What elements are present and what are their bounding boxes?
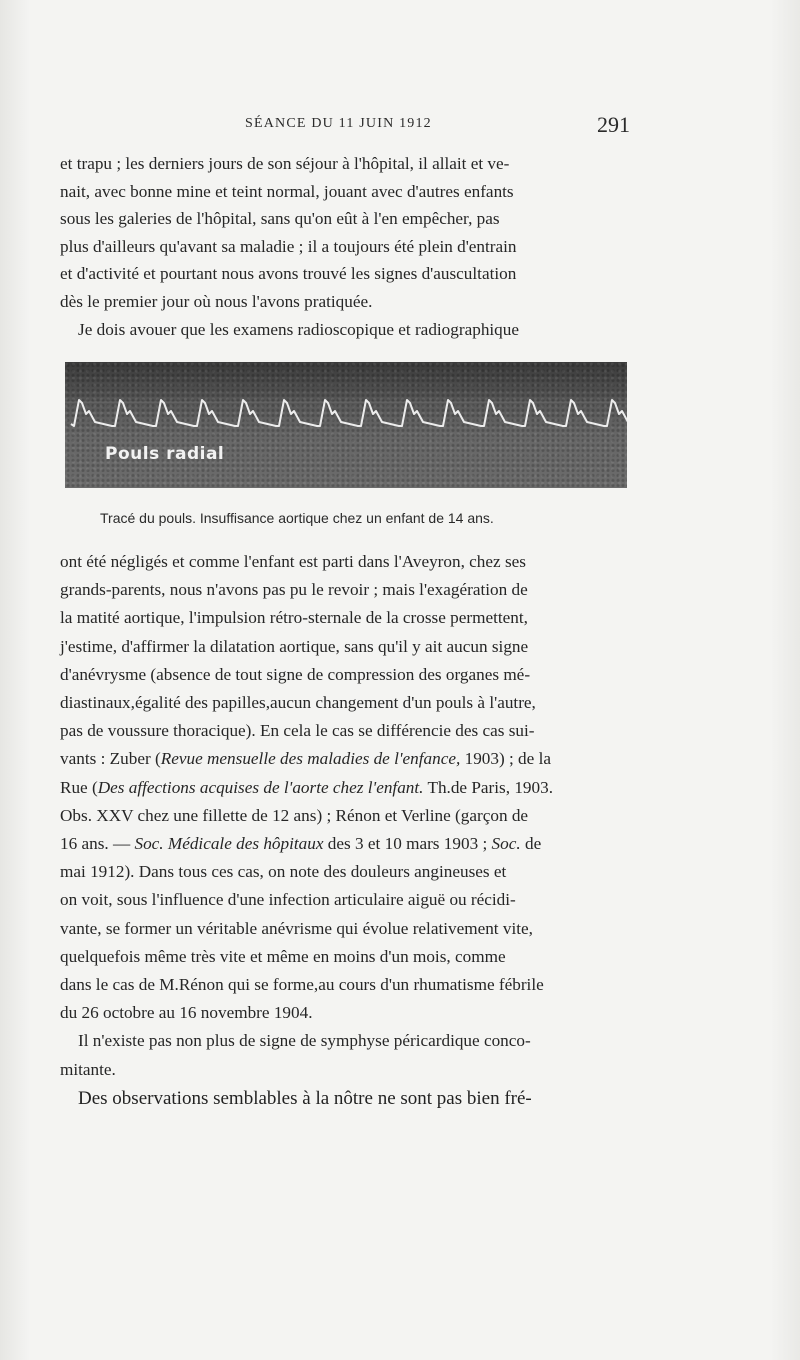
- text-line: quelquefois même très vite et même en moins d'un mois, comme: [60, 946, 506, 966]
- text-span: vants : Zuber (: [60, 749, 161, 769]
- text-line: j'estime, d'affirmer la dilatation aortique, sans qu'il y ait aucun signe: [60, 636, 529, 656]
- page-number: 291: [597, 112, 630, 137]
- text-line: [60, 774, 628, 802]
- figure-caption: Tracé du pouls. Insuffisance aortique chez un enfant de 14 ans.: [100, 510, 494, 526]
- text-line: plus d'ailleurs qu'avant sa maladie ; il a toujours été plein d'entrain: [60, 236, 517, 256]
- text-block-top: [60, 150, 628, 343]
- text-line: et trapu ; les derniers jours de son séjour à l'hôpital, il allait et ve-: [60, 154, 510, 173]
- text-line: sous les galeries de l'hôpital, sans qu'on eût à l'en empêcher, pas: [60, 209, 500, 229]
- text-line: dans le cas de M.Rénon qui se forme,au cours d'un rhumatisme fébrile: [60, 975, 544, 995]
- text-line: diastinaux,égalité des papilles,aucun changement d'un pouls à l'autre,: [60, 693, 536, 713]
- text-line: ont été négligés et comme l'enfant est parti dans l'Aveyron, chez ses: [60, 552, 526, 571]
- text-line: nait, avec bonne mine et teint normal, jouant avec d'autres enfants: [60, 181, 514, 201]
- running-head: SÉANCE DU 11 JUIN 1912: [245, 116, 432, 131]
- text-span: 1903) ; de la: [460, 749, 551, 769]
- text-line: et d'activité et pourtant nous avons trouvé les signes d'auscultation: [60, 264, 517, 284]
- figure-label: Pouls radial: [105, 444, 225, 464]
- text-line: mai 1912). Dans tous ces cas, on note des douleurs angineuses et: [60, 862, 507, 882]
- text-line: Obs. XXV chez une fillette de 12 ans) ; Rénon et Verline (garçon de: [60, 805, 529, 825]
- text-line: vante, se former un véritable anévrisme qui évolue relativement vite,: [60, 918, 533, 938]
- text-line: pas de voussure thoracique). En cela le cas se différencie des cas sui-: [60, 721, 535, 741]
- text-line: la matité aortique, l'impulsion rétro-sternale de la crosse permettent,: [60, 608, 528, 628]
- text-line: du 26 octobre au 16 novembre 1904.: [60, 1003, 313, 1023]
- pulse-waveform: [65, 362, 627, 488]
- citation-title: Soc. Médicale des hôpitaux: [134, 834, 324, 854]
- text-line: on voit, sous l'influence d'une infection articulaire aiguë ou récidi-: [60, 890, 516, 910]
- citation-title: Revue mensuelle des maladies de l'enfance,: [160, 749, 461, 769]
- citation-title: Soc.: [491, 834, 521, 854]
- text-line: Il n'existe pas non plus de signe de symphyse péricardique conco-: [78, 1031, 531, 1051]
- citation-title: Des affections acquises de l'aorte chez l'enfant.: [97, 777, 424, 797]
- text-line: [60, 745, 628, 773]
- text-span: des 3 et 10 mars 1903 ;: [323, 834, 492, 854]
- text-line: dès le premier jour où nous l'avons pratiquée.: [60, 291, 373, 311]
- text-line: mitante.: [60, 1059, 116, 1079]
- text-span: Rue (: [60, 777, 98, 797]
- text-line: grands-parents, nous n'avons pas pu le revoir ; mais l'exagération de: [60, 580, 528, 600]
- text-line: [60, 830, 628, 858]
- text-block-main: [60, 548, 628, 1084]
- text-line-final: Des observations semblables à la nôtre ne sont pas bien fré-: [78, 1088, 532, 1109]
- text-line: Je dois avouer que les examens radioscopique et radiographique: [78, 319, 520, 339]
- text-span: Th.de Paris, 1903.: [423, 777, 553, 797]
- text-span: de: [520, 834, 542, 854]
- pulse-tracing-figure: [65, 362, 627, 488]
- text-span: 16 ans. —: [60, 834, 135, 854]
- text-line: d'anévrysme (absence de tout signe de compression des organes mé-: [60, 664, 531, 684]
- page-header: [60, 112, 630, 142]
